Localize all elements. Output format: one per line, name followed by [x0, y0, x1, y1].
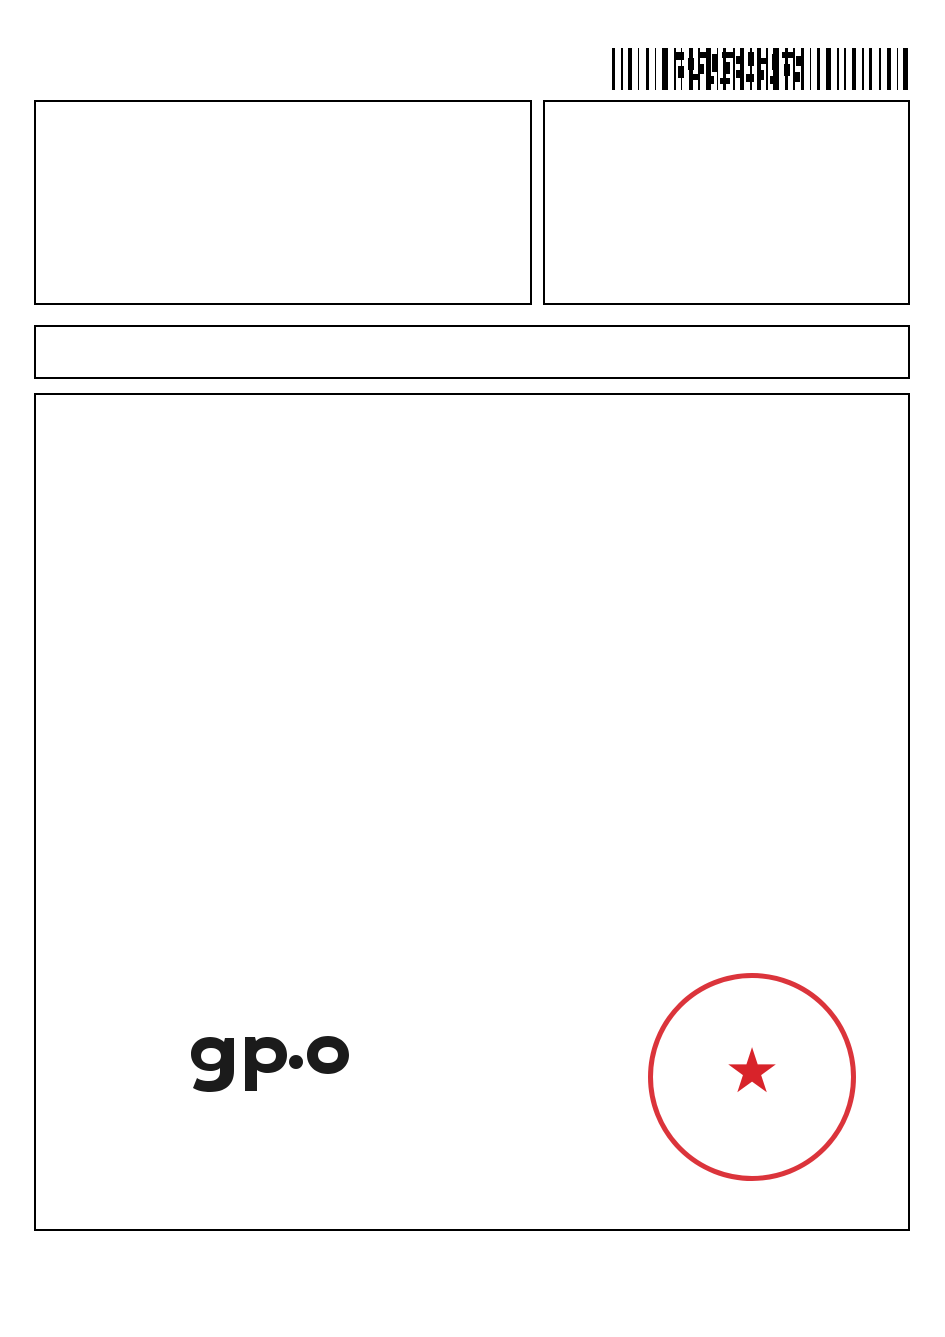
official-seal-icon — [648, 973, 856, 1181]
agency-logo-icon — [176, 1015, 366, 1095]
addressee-box — [34, 100, 532, 305]
dates-box — [34, 325, 910, 379]
footnote — [34, 1290, 40, 1306]
redaction-overlay — [56, 190, 526, 204]
redaction-overlay — [60, 507, 300, 517]
datamatrix-icon — [672, 48, 812, 90]
seal-star-icon: ★ — [724, 1038, 780, 1107]
redaction-overlay — [76, 210, 196, 234]
notice-body-box — [34, 393, 910, 1231]
redaction-overlay — [56, 264, 526, 278]
document-number-box — [543, 100, 910, 305]
addressee-postcode — [63, 122, 95, 140]
